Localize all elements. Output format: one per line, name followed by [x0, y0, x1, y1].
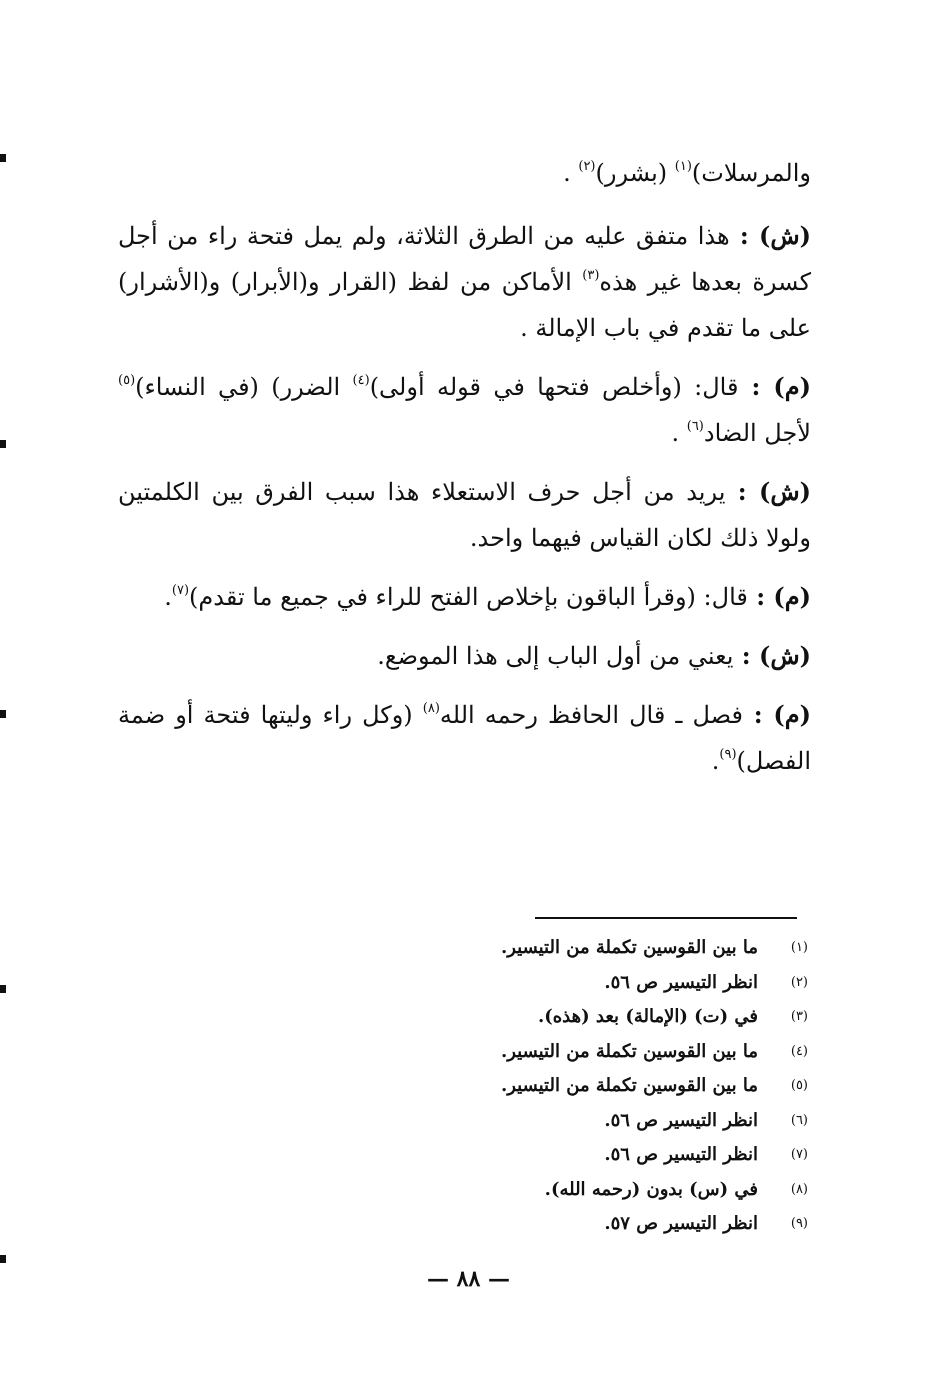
text-segment: الضرر) (في النساء): [135, 373, 353, 401]
text-segment: (وكل راء وليتها فتحة أو ضمة الفصل): [118, 701, 811, 775]
footnote-text: في (ت) (الإمالة) بعد (هذه).: [537, 1006, 758, 1027]
footnote-number: (١): [790, 940, 808, 955]
footnote-text: ما بين القوسين تكملة من التيسير.: [500, 1075, 758, 1096]
footnote-reference[interactable]: (٨): [422, 701, 440, 716]
footnote-item: [380, 1069, 811, 1104]
paragraph: [118, 150, 811, 196]
footnote-reference[interactable]: (٢): [578, 159, 596, 174]
footnote-reference[interactable]: (٣): [582, 268, 600, 283]
footnote-item: [380, 966, 811, 1001]
footnote-number: (٧): [790, 1147, 808, 1162]
footnote-item: [380, 1173, 811, 1208]
footnote-item: [380, 1138, 811, 1173]
footnote-reference[interactable]: (٥): [118, 373, 136, 388]
footnote-text: انظر التيسير ص ٥٦.: [604, 971, 758, 993]
paragraph: [118, 574, 811, 620]
footnote-number: (٣): [790, 1009, 808, 1024]
text-segment: قال: (وأخلص فتحها في قوله أولى): [369, 373, 739, 401]
paragraph-marker: (ش) :: [725, 477, 811, 506]
footnote-item: [380, 1035, 811, 1070]
paragraph-marker: (م) :: [747, 582, 811, 611]
footnote-reference[interactable]: (٤): [352, 373, 370, 388]
text-segment: هذا متفق عليه من الطرق الثلاثة، ولم يمل فتحة راء من أجل كسرة بعدها غير هذه: [118, 222, 812, 296]
text-segment: .: [711, 747, 720, 775]
text-segment: يريد من أجل حرف الاستعلاء هذا سبب الفرق بين الكلمتين ولولا ذلك لكان القياس فيهما واحد.: [118, 478, 811, 552]
paragraph: [118, 692, 811, 784]
paragraph: [118, 633, 811, 679]
paragraph-marker: (ش) :: [733, 641, 811, 670]
footnote-number: (٩): [790, 1216, 808, 1231]
margin-mark: [0, 1255, 6, 1263]
footnote-text: انظر التيسير ص ٥٧.: [604, 1213, 758, 1234]
footnote-text: في (س) بدون (رحمه الله).: [544, 1178, 758, 1200]
text-segment: .: [671, 419, 687, 447]
margin-mark: [0, 985, 6, 993]
footnote-item: [380, 1207, 811, 1242]
main-text: [118, 150, 811, 797]
text-segment: قال: (وقرأ الباقون بإخلاص الفتح للراء في جميع ما تقدم): [189, 583, 748, 611]
text-segment: .: [563, 159, 579, 187]
footnote-number: (٦): [790, 1112, 808, 1128]
footnote-reference[interactable]: (٧): [171, 583, 190, 598]
footnote-text: ما بين القوسين تكملة من التيسير.: [500, 1040, 758, 1062]
text-segment: يعني من أول الباب إلى هذا الموضع.: [377, 642, 734, 670]
margin-mark: [0, 710, 6, 718]
footnote-number: (٨): [790, 1181, 808, 1197]
footnote-text: انظر التيسير ص ٥٦.: [604, 1144, 758, 1165]
footnote-number: (٥): [790, 1078, 808, 1093]
footnote-item: [380, 1000, 811, 1035]
footnote-separator: [535, 917, 797, 919]
text-segment: والمرسلات): [691, 159, 811, 187]
text-segment: الأماكن من لفظ (القرار و(الأبرار) و(الأشرار) على ما تقدم في باب الإمالة .: [118, 268, 811, 342]
page-number: — ٨٨ —: [427, 1266, 510, 1292]
paragraph: [118, 469, 811, 561]
paragraph-marker: (م) :: [738, 372, 811, 401]
footnote-text: انظر التيسير ص ٥٦.: [604, 1109, 758, 1131]
text-segment: (بشرر): [595, 159, 675, 187]
text-segment: لأجل الضاد: [703, 419, 811, 447]
footnote-reference[interactable]: (٦): [686, 419, 704, 434]
text-segment: فصل ـ قال الحافظ رحمه الله: [439, 701, 743, 729]
footnotes: [380, 931, 811, 1242]
paragraph: [118, 364, 811, 456]
margin-mark: [0, 154, 6, 162]
text-segment: .: [164, 583, 172, 611]
footnote-item: [380, 1104, 811, 1139]
margin-mark: [0, 440, 6, 448]
footnote-number: (٤): [790, 1043, 808, 1059]
paragraph-marker: (ش) :: [729, 221, 811, 250]
footnote-item: [380, 931, 811, 966]
paragraph-marker: (م) :: [742, 700, 811, 729]
paragraph: [118, 213, 811, 351]
footnote-text: ما بين القوسين تكملة من التيسير.: [500, 937, 758, 958]
footnote-reference[interactable]: (٩): [719, 747, 737, 762]
footnote-number: (٢): [790, 974, 808, 990]
footnote-reference[interactable]: (١): [674, 159, 692, 174]
